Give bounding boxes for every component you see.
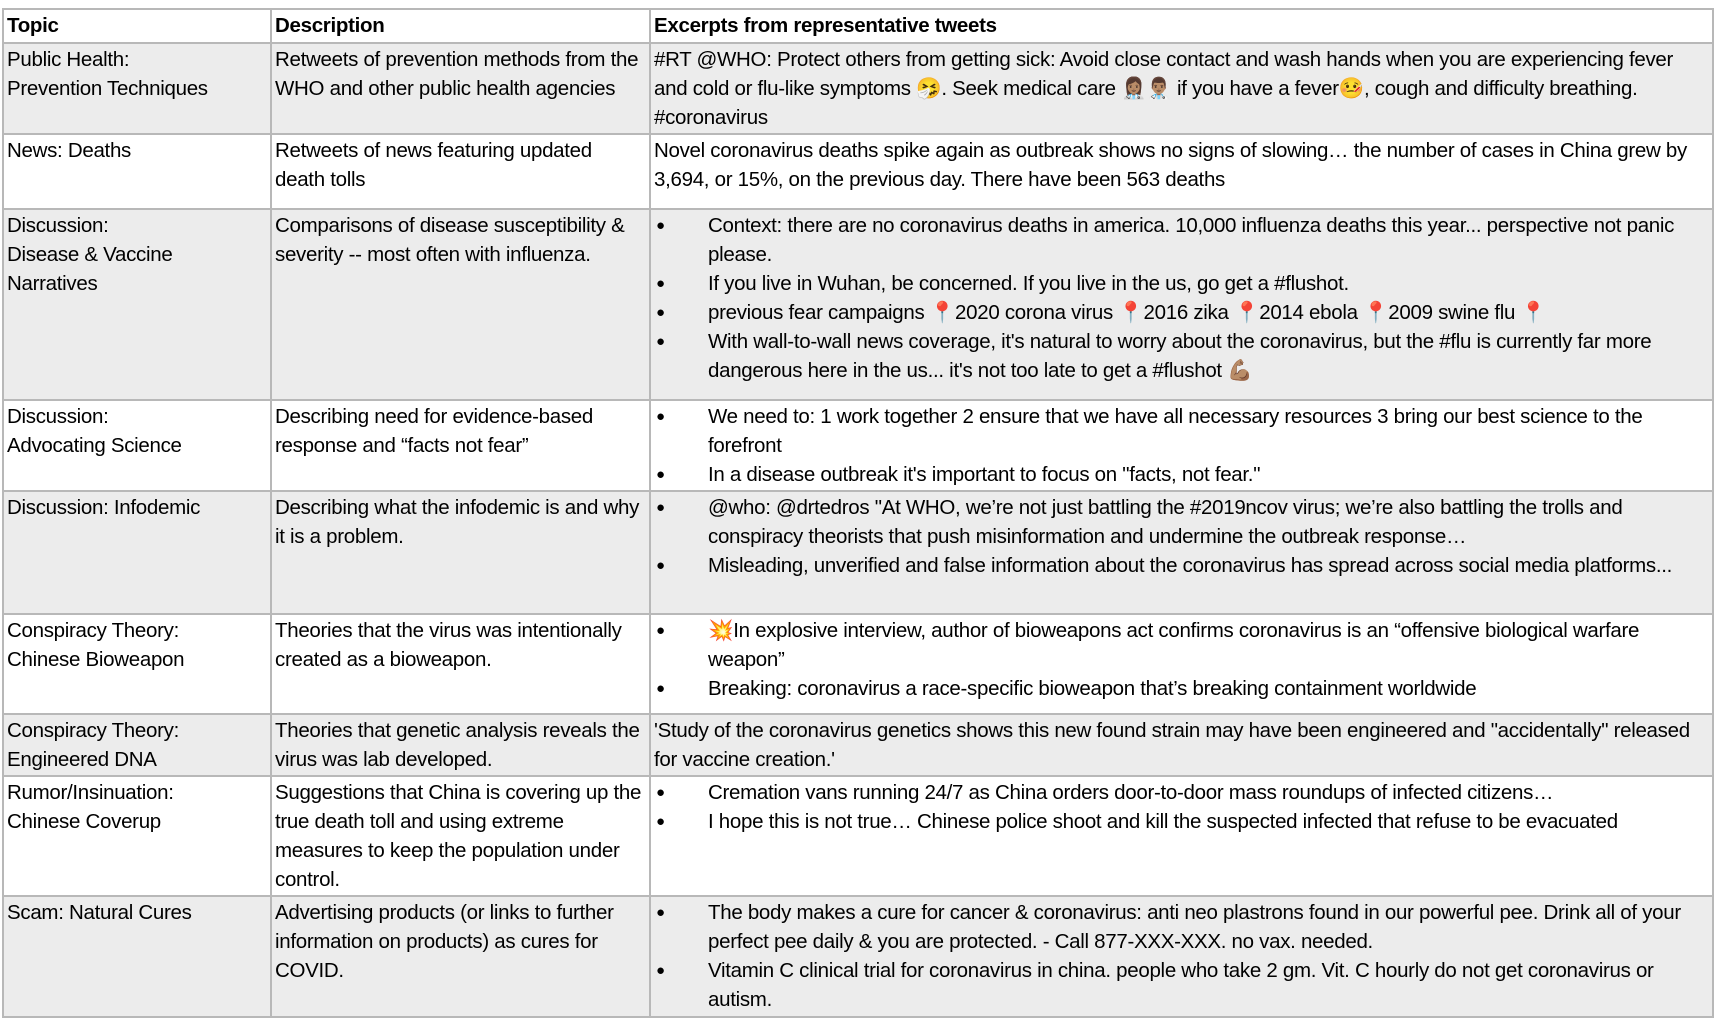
excerpt-cell: Novel coronavirus deaths spike again as outbreak shows no signs of slowing… the number of cases in China grew by 3,694, or 15%, on the previous day. There have been 563 deaths (650, 134, 1713, 209)
topic-line: Disease & Vaccine (7, 243, 173, 266)
topic-line: News: Deaths (7, 139, 132, 162)
description-cell: Comparisons of disease susceptibility & severity -- most often with influenza. (271, 209, 650, 400)
table-row (3, 209, 1713, 400)
excerpt-cell: 'Study of the coronavirus genetics shows this new found strain may have been engineered and "accidentally" released for vaccine creation.' (650, 714, 1713, 776)
topic-cell (3, 400, 271, 491)
description-cell: Retweets of news featuring updated death tolls (271, 134, 650, 209)
topic-line: Rumor/Insinuation: (7, 781, 174, 804)
description-cell: Advertising products (or links to further information on products) as cures for COVID. (271, 896, 650, 1017)
table-row (3, 776, 1713, 896)
description-cell: Describing need for evidence-based response and “facts not fear” (271, 400, 650, 491)
excerpt-item: ● We need to: 1 work together 2 ensure that we have all necessary resources 3 bring our best science to the forefront (654, 402, 1709, 460)
excerpt-list (654, 402, 1709, 489)
description-cell: Retweets of prevention methods from the WHO and other public health agencies (271, 43, 650, 134)
excerpt-cell (650, 491, 1713, 614)
excerpt-item: ● 💥In explosive interview, author of bioweapons act confirms coronavirus is an “offensive biological warfare weapon” (654, 616, 1709, 674)
excerpt-item: ● Context: there are no coronavirus deaths in america. 10,000 influenza deaths this year... perspective not panic please. (654, 211, 1709, 269)
excerpt-list (654, 493, 1709, 580)
description-cell: Describing what the infodemic is and why it is a problem. (271, 491, 650, 614)
excerpt-cell: #RT @WHO: Protect others from getting sick: Avoid close contact and wash hands when you are experiencing fever and cold or flu-like symptoms 🤧. Seek medical care 👩🏽‍⚕️👨🏽‍⚕️ if you have a fever🤒, cough and difficulty breathing. #coronavirus (650, 43, 1713, 134)
description-cell: Theories that genetic analysis reveals the virus was lab developed. (271, 714, 650, 776)
excerpt-item: ● If you live in Wuhan, be concerned. If you live in the us, go get a #flushot. (654, 269, 1709, 298)
description-cell: Suggestions that China is covering up the true death toll and using extreme measures to keep the population under control. (271, 776, 650, 896)
excerpt-cell (650, 400, 1713, 491)
table-row (3, 714, 1713, 776)
topic-cell (3, 209, 271, 400)
header-excerpts: Excerpts from representative tweets (650, 9, 1713, 43)
table-row (3, 896, 1713, 1017)
excerpt-list (654, 616, 1709, 703)
excerpt-cell (650, 776, 1713, 896)
table-row (3, 134, 1713, 209)
topic-line: Conspiracy Theory: (7, 619, 179, 642)
topic-line: Chinese Coverup (7, 810, 161, 833)
excerpt-cell (650, 896, 1713, 1017)
topic-cell (3, 714, 271, 776)
excerpt-list (654, 211, 1709, 385)
excerpt-item: ● With wall-to-wall news coverage, it's natural to worry about the coronavirus, but the #flu is currently far more dangerous here in the us... it's not too late to get a #flushot 💪🏽 (654, 327, 1709, 385)
topic-line: Discussion: (7, 405, 109, 428)
excerpt-item: ● @who: @drtedros "At WHO, we’re not just battling the #2019ncov virus; we’re also battling the trolls and conspiracy theorists that push misinformation and undermine the outbreak response… (654, 493, 1709, 551)
excerpt-list (654, 898, 1709, 1014)
excerpt-item: ● Breaking: coronavirus a race-specific bioweapon that’s breaking containment worldwide (654, 674, 1709, 703)
topic-cell (3, 896, 271, 1017)
topic-line: Advocating Science (7, 434, 182, 457)
excerpt-cell (650, 614, 1713, 714)
excerpt-item: ● previous fear campaigns 📍2020 corona virus 📍2016 zika 📍2014 ebola 📍2009 swine flu 📍 (654, 298, 1709, 327)
topic-line: Prevention Techniques (7, 77, 208, 100)
topic-line: Public Health: (7, 48, 130, 71)
header-description: Description (271, 9, 650, 43)
excerpt-item: ● Vitamin C clinical trial for coronavirus in china. people who take 2 gm. Vit. C hourly do not get coronavirus or autism. (654, 956, 1709, 1014)
topic-line: Scam: Natural Cures (7, 901, 192, 924)
excerpt-item: ● I hope this is not true… Chinese police shoot and kill the suspected infected that refuse to be evacuated (654, 807, 1709, 836)
header-row (3, 9, 1713, 43)
excerpt-cell (650, 209, 1713, 400)
topic-line: Chinese Bioweapon (7, 648, 185, 671)
topic-line: Narratives (7, 272, 98, 295)
excerpt-item: ● Cremation vans running 24/7 as China orders door-to-door mass roundups of infected citizens… (654, 778, 1709, 807)
table-row (3, 614, 1713, 714)
excerpt-list (654, 778, 1709, 836)
topics-table (2, 8, 1714, 1018)
topic-cell (3, 614, 271, 714)
header-topic: Topic (3, 9, 271, 43)
table-row (3, 400, 1713, 491)
table-row (3, 491, 1713, 614)
topic-line: Discussion: Infodemic (7, 496, 201, 519)
excerpt-item: ● Misleading, unverified and false information about the coronavirus has spread across social media platforms... (654, 551, 1709, 580)
excerpt-item: ● In a disease outbreak it's important to focus on "facts, not fear." (654, 460, 1709, 489)
topic-line: Discussion: (7, 214, 109, 237)
topic-cell (3, 491, 271, 614)
topic-cell (3, 43, 271, 134)
excerpt-item: ● The body makes a cure for cancer & coronavirus: anti neo plastrons found in our powerful pee. Drink all of your perfect pee daily & you are protected. - Call 877-XXX-XXX. no vax. needed. (654, 898, 1709, 956)
topic-line: Engineered DNA (7, 748, 157, 771)
table-row (3, 43, 1713, 134)
topic-line: Conspiracy Theory: (7, 719, 179, 742)
description-cell: Theories that the virus was intentionally created as a bioweapon. (271, 614, 650, 714)
topic-cell (3, 134, 271, 209)
topic-cell (3, 776, 271, 896)
